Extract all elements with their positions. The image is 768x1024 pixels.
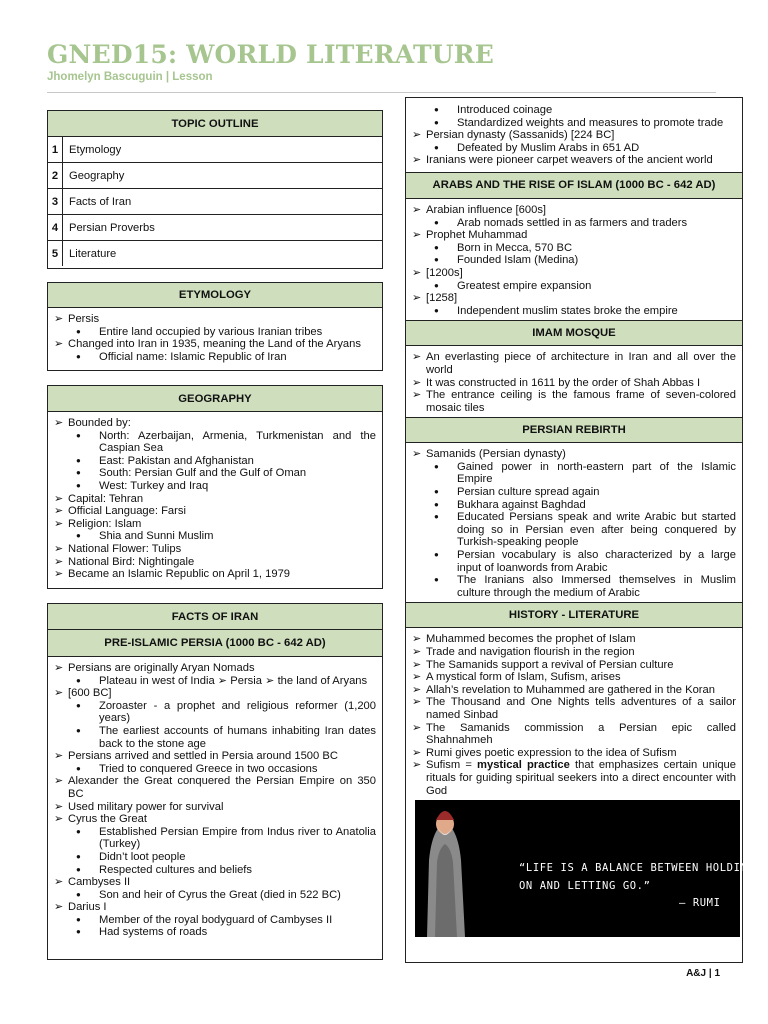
list-item: ➢ The entrance ceiling is the famous frame of seven-colored mosaic tiles xyxy=(412,389,736,414)
etymology-header: ETYMOLOGY xyxy=(48,283,382,308)
sub-list-item: ● Greatest empire expansion xyxy=(412,280,736,293)
list-item: ➢ Prophet Muhammad xyxy=(412,229,528,242)
list-item: ➢ It was constructed in 1611 by the order of Shah Abbas I xyxy=(412,376,701,389)
outline-label: Persian Proverbs xyxy=(63,215,383,241)
sub-list-item: ● Defeated by Muslim Arabs in 651 AD xyxy=(412,142,736,155)
outline-row xyxy=(48,189,382,215)
list-item: ➢ The Samanids support a revival of Persian culture xyxy=(412,658,674,671)
right-column-box xyxy=(405,97,755,963)
etymology-body xyxy=(48,308,382,366)
arrow-bullet-icon: ➢ xyxy=(54,517,64,530)
topic-outline-header: TOPIC OUTLINE xyxy=(48,111,382,137)
facts-of-iran-header: FACTS OF IRAN xyxy=(48,604,382,630)
sub-list-item: ● Entire land occupied by various Iranian tribes xyxy=(54,326,376,339)
outline-label: Geography xyxy=(63,163,383,189)
sub-list-item: ● The Iranians also Immersed themselves in Muslim culture through the medium of Arabic xyxy=(412,574,736,599)
sub-list-item: ● Official name: Islamic Republic of Iran xyxy=(54,351,376,364)
arrow-bullet-icon: ➢ xyxy=(412,129,422,142)
list-item: ➢ The Samanids commission a Persian epic called Shahnahmeh xyxy=(412,721,736,747)
arrow-bullet-icon: ➢ xyxy=(412,448,422,461)
arrow-bullet-icon: ➢ xyxy=(54,505,64,518)
sub-list-item: ● Didn’t loot people xyxy=(54,851,376,864)
sub-list-item: ● Persian culture spread again xyxy=(412,486,736,499)
list-item: ➢ Alexander the Great conquered the Persian Empire on 350 BC xyxy=(54,775,376,800)
list-item: ➢ The Thousand and One Nights tells adventures of a sailor named Sinbad xyxy=(412,696,736,721)
arrow-bullet-icon: ➢ xyxy=(54,901,64,914)
arrow-bullet-icon: ➢ xyxy=(54,800,64,813)
sub-list-item: ● Bukhara against Baghdad xyxy=(412,499,736,512)
arrow-bullet-icon: ➢ xyxy=(412,658,422,671)
sub-list-item: ● Gained power in north-eastern part of the Islamic Empire xyxy=(412,461,736,486)
sub-list-item: ● Standardized weights and measures to promote trade xyxy=(412,117,736,130)
list-item: ➢ Rumi gives poetic expression to the idea of Sufism xyxy=(412,746,677,759)
arrow-bullet-icon: ➢ xyxy=(54,775,64,788)
sub-list-item: ● Introduced coinage xyxy=(412,104,736,117)
list-item: ➢ A mystical form of Islam, Sufism, arises xyxy=(412,671,621,684)
arrow-bullet-icon: ➢ xyxy=(54,687,64,700)
sub-list-item: ● Son and heir of Cyrus the Great (died in 522 BC) xyxy=(54,889,376,902)
sub-list-item: ● Independent muslim states broke the empire xyxy=(412,305,736,318)
outline-number: 3 xyxy=(48,189,63,215)
sub-list-item: ● Established Persian Empire from Indus river to Anatolia (Turkey) xyxy=(54,826,376,851)
geography-box xyxy=(47,385,383,589)
outline-label: Literature xyxy=(63,241,383,267)
header-divider xyxy=(47,92,716,93)
list-item: ➢ Capital: Tehran xyxy=(54,492,144,505)
arrow-bullet-icon: ➢ xyxy=(54,492,64,505)
arrow-bullet-icon: ➢ xyxy=(54,555,64,568)
quote-line: “LIFE IS A BALANCE BETWEEN HOLDING xyxy=(519,862,755,875)
sub-list-item: ● Respected cultures and beliefs xyxy=(54,864,376,877)
bold-term: mystical practice xyxy=(477,759,570,772)
list-item: ➢ [600 BC] xyxy=(54,687,112,700)
sub-list-item: ● Had systems of roads xyxy=(54,926,376,939)
outline-number: 1 xyxy=(48,137,63,163)
arrow-bullet-icon: ➢ xyxy=(54,417,64,429)
sub-list-item: ● Shia and Sunni Muslim xyxy=(54,530,376,543)
arrow-bullet-icon: ➢ xyxy=(54,568,64,581)
list-item: ➢ National Bird: Nightingale xyxy=(54,555,195,568)
sub-list-item: ● Plateau in west of India ➢ Persia ➢ the land of Aryans xyxy=(54,675,376,688)
list-item: ➢ Cyrus the Great xyxy=(54,813,147,826)
arabs-islam-header: ARABS AND THE RISE OF ISLAM (1000 BC - 642 AD) xyxy=(406,172,742,199)
outline-number: 5 xyxy=(48,241,63,267)
pre-islamic-persia-header: PRE-ISLAMIC PERSIA (1000 BC - 642 AD) xyxy=(48,630,382,657)
list-item: ➢ Used military power for survival xyxy=(54,800,224,813)
document-subtitle: Jhomelyn Bascuguin | Lesson xyxy=(47,71,213,83)
arrow-bullet-icon: ➢ xyxy=(412,696,422,709)
arrow-bullet-icon: ➢ xyxy=(412,203,422,216)
outline-row xyxy=(48,137,382,163)
topic-outline-box xyxy=(47,110,383,269)
arrow-bullet-icon: ➢ xyxy=(412,229,422,242)
quote-line: ON AND LETTING GO.” xyxy=(519,880,651,893)
list-item: ➢ An everlasting piece of architecture in Iran and all over the world xyxy=(412,351,736,376)
arrow-bullet-icon: ➢ xyxy=(54,542,64,555)
list-item: ➢ Changed into Iran in 1935, meaning the Land of the Aryans xyxy=(54,338,361,351)
list-item: ➢ Muhammed becomes the prophet of Islam xyxy=(412,633,636,646)
history-literature-body xyxy=(406,628,755,940)
page-footer: A&J | 1 xyxy=(686,968,720,979)
geography-body xyxy=(48,412,382,584)
arrow-bullet-icon: ➢ xyxy=(412,721,422,734)
sub-list-item: ● Educated Persians speak and write Arabic but started doing so in Persian even after being conquered by Turkish-speaking people xyxy=(412,511,736,549)
facts-of-iran-body xyxy=(48,657,382,942)
outline-row xyxy=(48,241,382,267)
facts-of-iran-box xyxy=(47,603,383,960)
sub-list-item: ● South: Persian Gulf and the Gulf of Oman xyxy=(54,467,376,480)
quote-attribution: — RUMI xyxy=(679,897,721,910)
rumi-figure-illustration xyxy=(415,800,475,937)
list-item: ➢ Samanids (Persian dynasty) xyxy=(412,448,566,461)
arrow-bullet-icon: ➢ xyxy=(54,876,64,889)
topic-outline-table xyxy=(48,137,382,266)
arrow-bullet-icon: ➢ xyxy=(54,662,64,674)
outline-row xyxy=(48,163,382,189)
imam-mosque-header: IMAM MOSQUE xyxy=(406,320,742,346)
sub-list-item: ● Tried to conquered Greece in two occasions xyxy=(54,763,376,776)
sub-list-item: ● Member of the royal bodyguard of Cambyses II xyxy=(54,914,376,927)
arrow-bullet-icon: ➢ xyxy=(412,671,422,684)
sub-list-item: ● Arab nomads settled in as farmers and traders xyxy=(412,217,736,230)
arrow-bullet-icon: ➢ xyxy=(412,646,422,658)
list-item: ➢ Religion: Islam xyxy=(54,517,142,530)
list-item: ➢ National Flower: Tulips xyxy=(54,542,182,555)
rumi-quote-image xyxy=(415,800,755,937)
list-item: ➢ Persians arrived and settled in Persia around 1500 BC xyxy=(54,750,338,763)
sub-list-item: ● West: Turkey and Iraq xyxy=(54,480,376,493)
etymology-box xyxy=(47,282,383,371)
arrow-bullet-icon: ➢ xyxy=(412,389,422,402)
document-title: GNED15: WORLD LITERATURE xyxy=(47,40,495,69)
arrow-bullet-icon: ➢ xyxy=(412,746,422,759)
imam-mosque-body xyxy=(406,346,742,417)
outline-number: 2 xyxy=(48,163,63,189)
arrow-bullet-icon: ➢ xyxy=(412,633,422,646)
continued-body xyxy=(406,98,742,170)
list-item: ➢ Persians are originally Aryan Nomads xyxy=(54,662,255,674)
list-item: ➢ Persian dynasty (Sassanids) [224 BC] xyxy=(412,129,615,142)
sub-list-item: ● The earliest accounts of humans inhabiting Iran dates back to the stone age xyxy=(54,725,376,750)
list-item: ➢ Arabian influence [600s] xyxy=(412,203,547,216)
arrow-bullet-icon: ➢ xyxy=(412,683,422,696)
arrow-bullet-icon: ➢ xyxy=(412,376,422,389)
persian-rebirth-body xyxy=(406,443,742,602)
arrow-bullet-icon: ➢ xyxy=(412,292,422,305)
arrow-bullet-icon: ➢ xyxy=(412,759,422,772)
sub-list-item: ● Founded Islam (Medina) xyxy=(412,254,736,267)
outline-label: Etymology xyxy=(69,143,122,156)
list-item: ➢ Official Language: Farsi xyxy=(54,505,186,518)
outline-row xyxy=(48,215,382,241)
sub-list-item: ● Zoroaster - a prophet and religious reformer (1,200 years) xyxy=(54,700,376,725)
sub-list-item: ● Persian vocabulary is also characterized by a large input of loanwords from Arabic xyxy=(412,549,736,574)
sub-list-item: ● North: Azerbaijan, Armenia, Turkmenistan and the Caspian Sea xyxy=(54,430,376,455)
arrow-bullet-icon: ➢ xyxy=(54,313,64,325)
arabs-islam-body xyxy=(406,199,742,320)
sub-list-item: ● East: Pakistan and Afghanistan xyxy=(54,455,376,468)
list-item: ➢ [1258] xyxy=(412,292,458,305)
outline-label: Facts of Iran xyxy=(63,189,383,215)
sub-list-item: ● Born in Mecca, 570 BC xyxy=(412,242,736,255)
arrow-bullet-icon: ➢ xyxy=(412,154,422,167)
arrow-bullet-icon: ➢ xyxy=(54,338,64,351)
history-literature-header: HISTORY - LITERATURE xyxy=(406,602,742,628)
list-item: ➢ Became an Islamic Republic on April 1, 1979 xyxy=(54,568,291,581)
arrow-bullet-icon: ➢ xyxy=(54,813,64,826)
list-item: ➢ Sufism = mystical practice that emphasizes certain unique rituals for guiding spiritual seekers into a direct encounter with God xyxy=(412,759,736,797)
list-item: ➢ Cambyses II xyxy=(54,876,131,889)
arrow-bullet-icon: ➢ xyxy=(412,266,422,279)
list-item: ➢ Allah’s revelation to Muhammed are gathered in the Koran xyxy=(412,683,715,696)
list-item: ➢ Bounded by: xyxy=(54,417,131,429)
geography-header: GEOGRAPHY xyxy=(48,386,382,412)
list-item: ➢ Darius I xyxy=(54,901,107,914)
persian-rebirth-header: PERSIAN REBIRTH xyxy=(406,417,742,443)
arrow-bullet-icon: ➢ xyxy=(412,351,422,364)
arrow-bullet-icon: ➢ xyxy=(54,750,64,763)
list-item: ➢ [1200s] xyxy=(412,266,463,279)
outline-number: 4 xyxy=(48,215,63,241)
list-item: ➢ Persis xyxy=(54,313,100,325)
list-item: ➢ Trade and navigation flourish in the region xyxy=(412,646,635,658)
list-item: ➢ Iranians were pioneer carpet weavers of the ancient world xyxy=(412,154,713,167)
